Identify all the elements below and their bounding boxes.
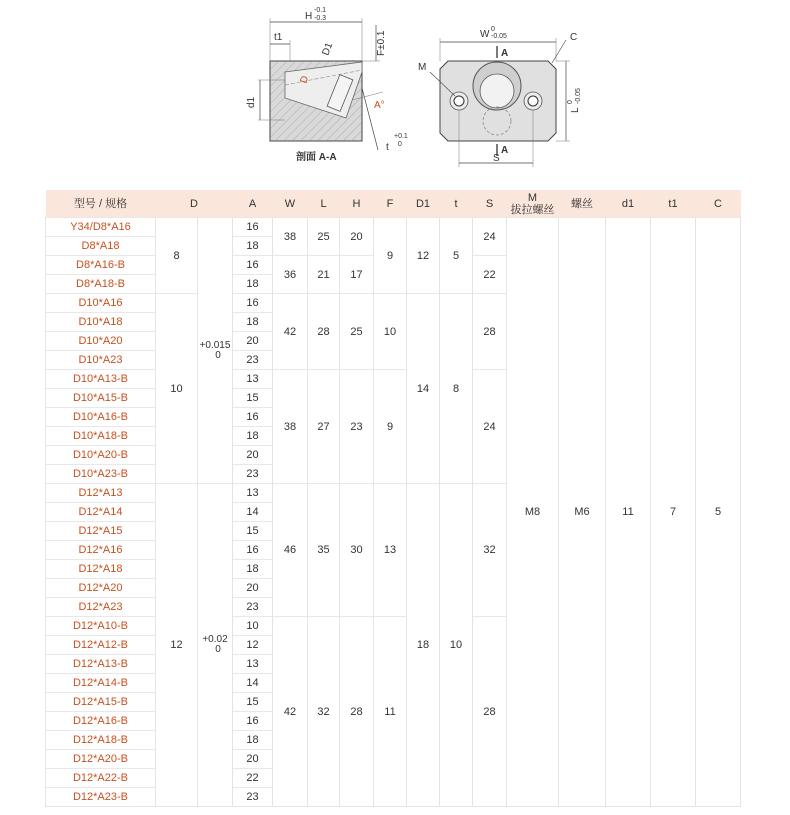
header-D: D xyxy=(156,190,233,218)
label-H-tol-upper: -0.1 xyxy=(314,7,327,14)
label-D1: D1 xyxy=(320,41,336,58)
header-F: F xyxy=(374,190,407,218)
cell-A: 16 xyxy=(233,541,273,560)
cell-D1: 14 xyxy=(407,294,440,484)
cell-D-d12: 12 xyxy=(156,484,198,807)
cell-A: 16 xyxy=(233,408,273,427)
label-L: L xyxy=(570,107,581,113)
cell-A: 18 xyxy=(233,731,273,750)
cell-A: 23 xyxy=(233,598,273,617)
header-C: C xyxy=(696,190,741,218)
cell-W: 42 xyxy=(273,617,308,807)
header-A: A xyxy=(233,190,273,218)
header-t1: t1 xyxy=(651,190,696,218)
cell-M: M8 xyxy=(507,218,559,807)
label-t-tol-lower: 0 xyxy=(398,141,402,148)
cell-d1: 11 xyxy=(606,218,651,807)
cell-screw: M6 xyxy=(559,218,606,807)
cell-model: D12*A15-B xyxy=(46,693,156,712)
cell-W: 36 xyxy=(273,256,308,294)
cell-model: D12*A18 xyxy=(46,560,156,579)
tol-lower: 0 xyxy=(215,349,221,361)
spec-table-body xyxy=(46,218,741,807)
cell-model: D10*A20 xyxy=(46,332,156,351)
cell-model: D12*A20-B xyxy=(46,750,156,769)
cell-A: 18 xyxy=(233,427,273,446)
label-A: A° xyxy=(374,100,385,111)
label-t-tol-upper: +0.1 xyxy=(394,133,408,140)
cell-model: D8*A18 xyxy=(46,237,156,256)
cell-A: 12 xyxy=(233,636,273,655)
label-D: D xyxy=(298,74,312,86)
cell-F: 10 xyxy=(374,294,407,370)
cell-model: D10*A23-B xyxy=(46,465,156,484)
cell-A: 15 xyxy=(233,522,273,541)
label-L-tol-upper: 0 xyxy=(567,100,574,104)
header-M-line1: M xyxy=(527,191,538,204)
cell-S: 24 xyxy=(473,218,507,256)
cell-A: 23 xyxy=(233,788,273,807)
label-H-tol-lower: -0.3 xyxy=(314,15,327,22)
cell-model: D12*A15 xyxy=(46,522,156,541)
header-L: L xyxy=(308,190,340,218)
cell-A: 18 xyxy=(233,275,273,294)
cell-t: 10 xyxy=(440,484,473,807)
label-W-tol-upper: 0 xyxy=(491,26,495,33)
cell-W: 42 xyxy=(273,294,308,370)
section-view xyxy=(246,7,408,163)
cell-model: D10*A20-B xyxy=(46,446,156,465)
cell-C: 5 xyxy=(696,218,741,807)
cell-S: 28 xyxy=(473,294,507,370)
cell-model: D12*A13 xyxy=(46,484,156,503)
cell-H: 23 xyxy=(340,370,374,484)
technical-drawing xyxy=(0,0,790,185)
cell-A: 20 xyxy=(233,579,273,598)
cell-A: 23 xyxy=(233,351,273,370)
label-d1: d1 xyxy=(246,96,257,108)
header-S: S xyxy=(473,190,507,218)
cell-model: D10*A13-B xyxy=(46,370,156,389)
header-model: 型号 / 规格 xyxy=(46,190,156,218)
cell-L: 35 xyxy=(308,484,340,617)
header-M-line2: 拔拉螺丝 xyxy=(510,203,555,216)
header-screw: 螺丝 xyxy=(559,190,606,218)
cell-H: 30 xyxy=(340,484,374,617)
cell-model: D10*A23 xyxy=(46,351,156,370)
cell-S: 32 xyxy=(473,484,507,617)
cell-L: 25 xyxy=(308,218,340,256)
cell-D-tol-d12 xyxy=(198,484,233,807)
cell-W: 38 xyxy=(273,370,308,484)
cell-model: D8*A16-B xyxy=(46,256,156,275)
tol-upper: +0.02 xyxy=(202,634,228,645)
cell-model: D12*A16 xyxy=(46,541,156,560)
cell-model: D12*A23 xyxy=(46,598,156,617)
cell-model: D12*A13-B xyxy=(46,655,156,674)
cell-L: 28 xyxy=(308,294,340,370)
tol-lower: 0 xyxy=(215,644,221,655)
label-C: C xyxy=(570,32,578,43)
cell-W: 46 xyxy=(273,484,308,617)
label-t1: t1 xyxy=(274,32,283,43)
label-F: F±0.1 xyxy=(376,30,387,56)
cell-A: 16 xyxy=(233,712,273,731)
cell-A: 20 xyxy=(233,750,273,769)
cell-S: 24 xyxy=(473,370,507,484)
cell-F: 13 xyxy=(374,484,407,617)
cell-model: D12*A23-B xyxy=(46,788,156,807)
cell-A: 18 xyxy=(233,560,273,579)
cell-A: 14 xyxy=(233,503,273,522)
cell-S: 22 xyxy=(473,256,507,294)
label-H: H xyxy=(305,11,313,22)
cell-D-d8: 8 xyxy=(156,218,198,294)
cell-H: 20 xyxy=(340,218,374,256)
cell-A: 16 xyxy=(233,294,273,313)
cell-model: D12*A22-B xyxy=(46,769,156,788)
cell-t: 8 xyxy=(440,294,473,484)
cell-model: D10*A18-B xyxy=(46,427,156,446)
cell-A: 15 xyxy=(233,389,273,408)
cell-A: 22 xyxy=(233,769,273,788)
cell-model: D12*A14-B xyxy=(46,674,156,693)
cell-H: 17 xyxy=(340,256,374,294)
label-S: S xyxy=(493,153,500,164)
cell-D1: 12 xyxy=(407,218,440,294)
cell-F: 9 xyxy=(374,218,407,294)
cell-A: 20 xyxy=(233,332,273,351)
header-M xyxy=(507,190,559,218)
cell-model: D10*A16 xyxy=(46,294,156,313)
spec-table xyxy=(45,190,741,807)
cell-H: 25 xyxy=(340,294,374,370)
cell-model: D10*A15-B xyxy=(46,389,156,408)
cell-A: 13 xyxy=(233,655,273,674)
table-header-row xyxy=(46,190,741,218)
cell-model: D12*A14 xyxy=(46,503,156,522)
cell-A: 23 xyxy=(233,465,273,484)
cell-F: 9 xyxy=(374,370,407,484)
cell-model: Y34/D8*A16 xyxy=(46,218,156,237)
cell-A: 10 xyxy=(233,617,273,636)
cell-H: 28 xyxy=(340,617,374,807)
cell-W: 38 xyxy=(273,218,308,256)
cell-model: D10*A16-B xyxy=(46,408,156,427)
cell-model: D12*A10-B xyxy=(46,617,156,636)
label-L-tol-lower: -0.05 xyxy=(575,88,582,104)
cell-model: D8*A18-B xyxy=(46,275,156,294)
cell-model: D12*A18-B xyxy=(46,731,156,750)
cell-A: 13 xyxy=(233,370,273,389)
cell-t: 5 xyxy=(440,218,473,294)
cell-D-d10: 10 xyxy=(156,294,198,484)
cell-L: 21 xyxy=(308,256,340,294)
cell-A: 15 xyxy=(233,693,273,712)
cell-A: 20 xyxy=(233,446,273,465)
cell-A: 14 xyxy=(233,674,273,693)
cell-S: 28 xyxy=(473,617,507,807)
label-t: t xyxy=(386,142,389,153)
header-H: H xyxy=(340,190,374,218)
header-D1: D1 xyxy=(407,190,440,218)
cell-t1: 7 xyxy=(651,218,696,807)
label-section-arrow-bottom: A xyxy=(501,145,509,156)
cell-D-tol-d8-d10 xyxy=(198,218,233,484)
header-d1: d1 xyxy=(606,190,651,218)
header-W: W xyxy=(273,190,308,218)
cell-L: 32 xyxy=(308,617,340,807)
label-section: 剖面 A-A xyxy=(296,152,337,163)
cell-A: 13 xyxy=(233,484,273,503)
cell-model: D12*A16-B xyxy=(46,712,156,731)
cell-L: 27 xyxy=(308,370,340,484)
cell-A: 16 xyxy=(233,256,273,275)
cell-A: 18 xyxy=(233,237,273,256)
cell-F: 11 xyxy=(374,617,407,807)
cell-model: D12*A12-B xyxy=(46,636,156,655)
label-W: W xyxy=(480,29,490,40)
header-t: t xyxy=(440,190,473,218)
cell-model: D12*A20 xyxy=(46,579,156,598)
label-W-tol-lower: -0.05 xyxy=(491,33,507,40)
cell-model: D10*A18 xyxy=(46,313,156,332)
tol-upper: +0.015 xyxy=(199,339,231,351)
table-row xyxy=(46,218,741,237)
cell-D1: 18 xyxy=(407,484,440,807)
cell-A: 18 xyxy=(233,313,273,332)
label-M: M xyxy=(418,62,427,73)
label-section-arrow-top: A xyxy=(501,48,509,59)
top-view xyxy=(418,26,582,167)
cell-A: 16 xyxy=(233,218,273,237)
